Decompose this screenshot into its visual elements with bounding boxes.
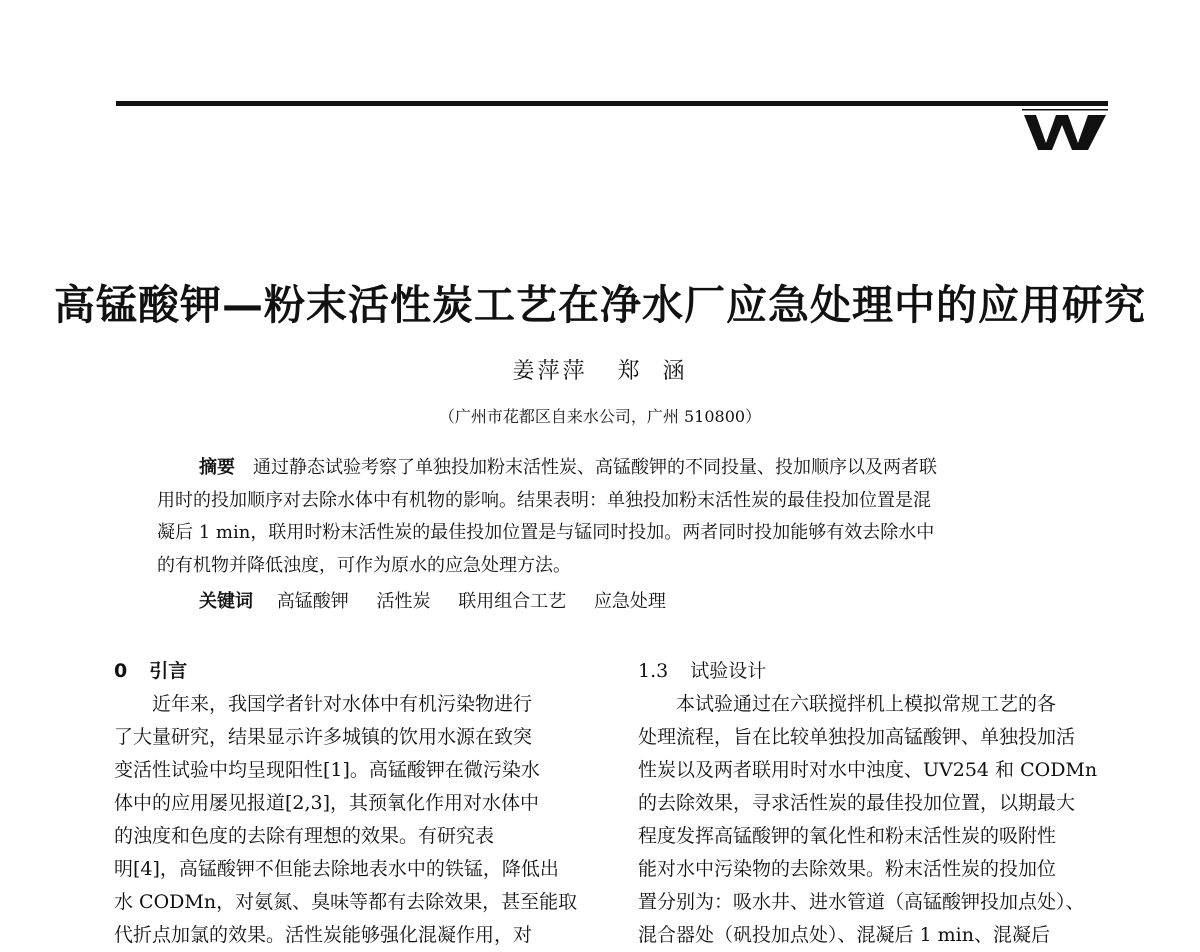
right-column: [638, 655, 1108, 952]
body-line: 水 CODMn，对氨氮、臭味等都有去除效果，甚至能取: [114, 891, 578, 913]
body-line: 置分别为：吸水井、进水管道（高锰酸钾投加点处）、: [638, 891, 1085, 913]
keyword: 高锰酸钾: [276, 591, 349, 612]
abstract: [157, 452, 1070, 582]
left-column: [114, 655, 584, 952]
section-heading-design: [638, 655, 1108, 688]
section-title: 引言: [149, 660, 188, 682]
body-line: 程度发挥高锰酸钾的氧化性和粉末活性炭的吸附性: [638, 825, 1057, 847]
body-line: 处理流程，旨在比较单独投加高锰酸钾、单独投加活: [638, 726, 1076, 748]
body-line: 混合器处（矾投加点处）、混凝后 1 min、混凝后: [638, 924, 1050, 946]
body-line: 代折点加氯的效果。活性炭能够强化混凝作用，对: [114, 924, 533, 946]
keyword: 联用组合工艺: [458, 591, 567, 612]
section-number: 1.3: [638, 660, 669, 682]
section-number: 0: [114, 660, 128, 682]
body-line: 变活性试验中均呈现阳性[1]。高锰酸钾在微污染水: [114, 759, 540, 781]
body-line: 能对水中污染物的去除效果。粉末活性炭的投加位: [638, 858, 1057, 880]
paper-title: 高锰酸钾—粉末活性炭工艺在净水厂应急处理中的应用研究: [54, 281, 1146, 329]
keyword: 应急处理: [593, 591, 666, 612]
keyword: 活性炭: [376, 591, 431, 612]
section-title: 试验设计: [690, 660, 767, 682]
keywords-label: 关键词: [199, 591, 253, 612]
body-line: 了大量研究，结果显示许多城镇的饮用水源在致突: [114, 726, 533, 748]
affiliation: （广州市花都区自来水公司，广州 510800）: [438, 407, 762, 426]
abstract-line: 凝后 1 min，联用时粉末活性炭的最佳投加位置是与锰同时投加。两者同时投加能够有效去除水中: [157, 522, 935, 543]
body-line: 近年来，我国学者针对水体中有机污染物进行: [152, 693, 533, 715]
abstract-line: 通过静态试验考察了单独投加粉末活性炭、高锰酸钾的不同投量、投加顺序以及两者联: [253, 457, 937, 478]
header-rule: [116, 101, 1108, 106]
abstract-line: 用时的投加顺序对去除水体中有机物的影响。结果表明：单独投加粉末活性炭的最佳投加位置是混: [157, 489, 931, 511]
body-line: 的去除效果，寻求活性炭的最佳投加位置，以期最大: [638, 792, 1076, 814]
section-heading-intro: [114, 655, 584, 688]
authors: 姜萍萍 郑 涵: [512, 359, 688, 384]
body-line: 明[4]，高锰酸钾不但能去除地表水中的铁锰，降低出: [114, 858, 559, 880]
body-line: 本试验通过在六联搅拌机上模拟常规工艺的各: [676, 693, 1057, 715]
abstract-label: 摘要: [199, 457, 235, 478]
keywords: [199, 587, 688, 613]
journal-logo: [1022, 103, 1108, 151]
body-line: 的浊度和色度的去除有理想的效果。有研究表: [114, 825, 495, 847]
abstract-line: 的有机物并降低浊度，可作为原水的应急处理方法。: [157, 554, 571, 576]
body-line: 体中的应用屡见报道[2,3]，其预氧化作用对水体中: [114, 792, 540, 814]
body-line: 性炭以及两者联用时对水中浊度、UV254 和 CODMn: [638, 759, 1098, 781]
